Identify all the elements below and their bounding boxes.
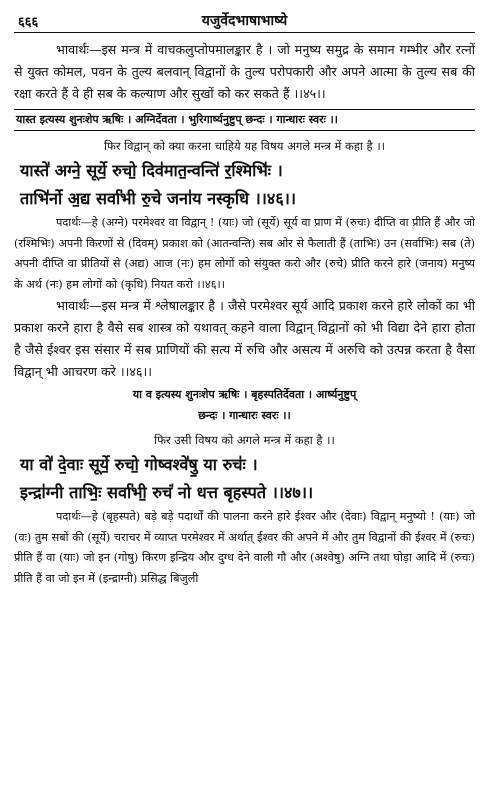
mantra-meta-47-line-1: या व इत्यस्य शुनःशेप ऋषिः । बृहस्पतिर्देवता । आर्ष्यनुष्टुप् <box>132 388 357 401</box>
mantra-meta-46: यास्त इत्यस्य शुनःशेप ऋषिः । अग्निर्देवता । भुरिगार्ष्यनुष्टुप् छन्दः । गान्धारः स्वरः ।। <box>14 109 475 131</box>
intro-47: फिर उसी विषय को अगले मन्त्र में कहा है ।। <box>154 433 335 447</box>
mantra-meta-47-line-2: छन्दः । गान्धारः स्वरः ।। <box>198 409 291 422</box>
verse-46-line-1: यास्ते॑ अग्ने॒ सूर्ये॒ रुचो॒ दिव॑मात॒न्वन्ति॑ र॒श्मिभिः॑ । <box>20 161 283 180</box>
verse-46-line-2: ताभि॑र्नो अ॒द्य सर्वा॑भी रु॒चे जना॑य नस्कृधि ।।४६।। <box>20 189 297 208</box>
intro-46: फिर विद्वान् को क्या करना चाहिये यह विषय अगले मन्त्र में कहा है ।। <box>103 139 386 153</box>
verse-47-line-2: इन्द्रा॑ग्नी ताभिः॒ सर्वा॑भी॒ रुचं॑ नो धत्त बृहस्पते ।।४७।। <box>20 483 314 502</box>
page-number: ६६६ <box>18 15 39 30</box>
padarth-46: पदार्थः—हे (अग्ने) परमेश्वर वा विद्वान् ! (याः) जो (सूर्ये) सूर्य वा प्राण में (रुचः) दीप्ति वा प्रीति हैं और जो (रश्मिभिः) अपनी किरणों से (दिवम्) प्रकाश को (आतन्वन्ति) सब ओर से फैलाती हैं (ताभिः) उन (सर्वाभिः) सब (ते) अपनी दीप्ति वा प्रीतियों से (अद्य) आज (नः) हम लोगों को संयुक्त करो और (रुचे) प्रीति करने हारे (जनाय) मनुष्य के अर्थ (नः) हम लोगों को (कृधि) नियत करो ।।४६।। <box>14 216 475 291</box>
running-title: यजुर्वेदभाषाभाष्ये <box>201 13 288 29</box>
verse-47-line-1: या वो॑ दे॒वाः सूर्ये॒ रुचो॒ गोष्वश्वे॑षु॒ या रुचः॑ । <box>20 455 258 474</box>
page-header <box>14 6 475 32</box>
header-rule <box>14 32 475 33</box>
padarth-47: पदार्थः—हे (बृहस्पते) बड़े बड़े पदार्थों की पालना करने हारे ईश्वर और (देवाः) विद्वान् मनुष्यो ! (याः) जो (वः) तुम सबों की (सूर्ये) चराचर में व्याप्त परमेश्वर में अर्थात् ईश्वर की अपने में और तुम विद्वानों की ईश्वर में (रुचः) प्रीति हैं वा (याः) जो इन (गोषु) किरण इन्द्रिय और दुग्ध देने वाली गौ और (अश्वेषु) अग्नि तथा घोड़ा आदि में (रुचः) प्रीति हैं वा जो इन में (इन्द्राग्नी) प्रसिद्ध बिजुली <box>14 510 475 585</box>
bhavarth-46: भावार्थः—इस मन्त्र में श्लेषालङ्कार है । जैसे परमेश्वर सूर्य आदि प्रकाश करने हारे लोकों का भी प्रकाश करने हारा है वैसे सब शास्त्र को यथावत् कहने वाला विद्वान् विद्वानों को भी विद्या देने हारा होता है जैसे ईश्वर इस संसार में सब प्राणियों की सत्य में रुचि और असत्य में अरुचि को उत्पन्न करता है वैसा विद्वान् भी आचरण करे ।।४६।। <box>14 298 475 379</box>
bhavarth-45: भावार्थः—इस मन्त्र में वाचकलुप्तोपमालङ्कार है । जो मनुष्य समुद्र के समान गम्भीर और रत्नों से युक्त कोमल, पवन के तुल्य बलवान् विद्वानों के तुल्य परोपकारी और अपने आत्मा के तुल्य सब की रक्षा करते हैं वे ही सब के कल्याण और सुखों को कर सकते हैं ।।४५।। <box>14 42 475 101</box>
